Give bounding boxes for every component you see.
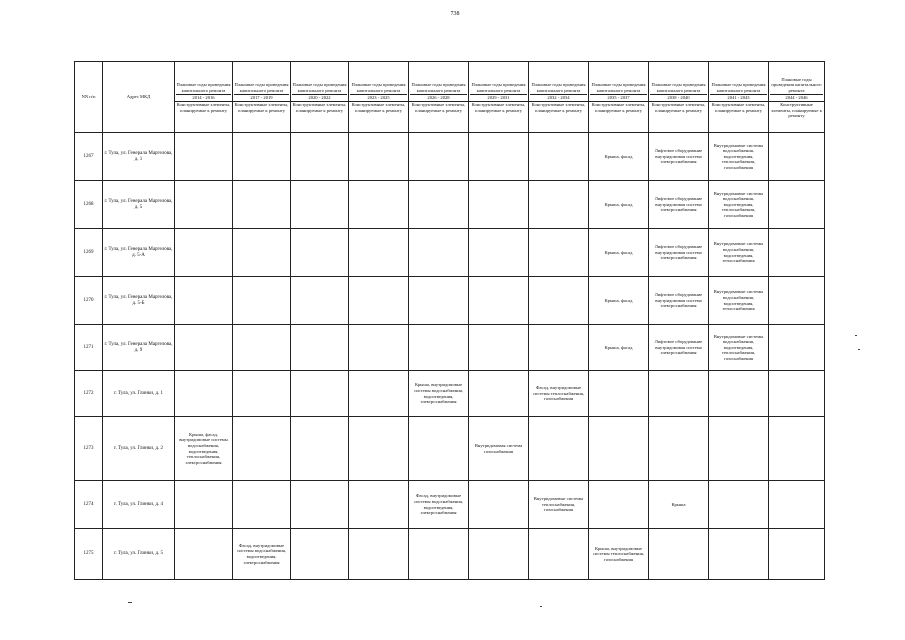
table-row — [75, 133, 825, 181]
header-period-10 — [769, 62, 825, 102]
row-address: г. Тула, ул. Генерала Маргелова, д. 5 — [103, 181, 175, 229]
header-elements-label: Конструктивные элементы, планируемые к ремонту — [709, 102, 769, 133]
repair-elements-cell: Внутридомовые системы водоснабжения, водоотведения, теплоснабжения, газоснабжения — [709, 181, 769, 229]
repair-elements-cell — [469, 133, 529, 181]
repair-elements-cell — [349, 371, 409, 417]
repair-elements-cell — [649, 417, 709, 481]
header-planned-label: Плановые годы проведения капитального ремонта — [411, 82, 466, 94]
repair-elements-cell: Фасад, внутридомовые системы водоснабжения, водоотведения, электроснабжения — [233, 529, 291, 580]
row-number: 1271 — [75, 325, 103, 371]
repair-elements-cell — [175, 277, 233, 325]
header-years: 2035 - 2037 — [590, 94, 647, 101]
page-number: 738 — [450, 11, 460, 17]
row-address: г. Тула, ул. Генерала Маргелова, д. 9 — [103, 325, 175, 371]
repair-elements-cell — [409, 181, 469, 229]
repair-elements-cell — [529, 417, 589, 481]
table-row — [75, 481, 825, 529]
header-period-8 — [649, 62, 709, 102]
table-row — [75, 371, 825, 417]
repair-elements-cell — [769, 371, 825, 417]
repair-elements-cell — [349, 529, 409, 580]
repair-elements-cell — [175, 133, 233, 181]
repair-elements-cell: Внутридомовая система газоснабжения — [469, 417, 529, 481]
repair-elements-cell: Крыша, фасад — [589, 325, 649, 371]
row-number: 1270 — [75, 277, 103, 325]
repair-elements-cell — [469, 229, 529, 277]
header-period-1 — [233, 62, 291, 102]
header-elements-label: Конструктивные элементы, планируемые к ремонту — [589, 102, 649, 133]
row-number: 1269 — [75, 229, 103, 277]
repair-elements-cell — [469, 481, 529, 529]
repair-elements-cell — [409, 277, 469, 325]
repair-elements-cell — [175, 325, 233, 371]
row-number: 1272 — [75, 371, 103, 417]
header-elements-label: Конструктивные элементы, планируемые к ремонту — [175, 102, 233, 133]
repair-elements-cell — [291, 133, 349, 181]
row-number: 1275 — [75, 529, 103, 580]
repair-elements-cell — [291, 371, 349, 417]
table-row — [75, 325, 825, 371]
repair-elements-cell — [175, 181, 233, 229]
header-planned-label: Плановые годы проведения капитального ремонта — [292, 82, 347, 94]
repair-elements-cell: Крыша, внутридомовые системы теплоснабжения, газоснабжения — [589, 529, 649, 580]
repair-elements-cell: Лифтовое оборудование внутридомовая система электроснабжения — [649, 133, 709, 181]
repair-elements-cell — [529, 181, 589, 229]
repair-elements-cell — [233, 277, 291, 325]
repair-elements-cell — [409, 229, 469, 277]
header-planned-label: Плановые годы проведения капитального ремонта — [471, 82, 526, 94]
repair-elements-cell — [769, 481, 825, 529]
repair-elements-cell — [529, 133, 589, 181]
header-elements-label: Конструктивные элементы, планируемые к ремонту — [291, 102, 349, 133]
header-elements-label: Конструктивные элементы, планируемые к ремонту — [769, 102, 825, 133]
repair-elements-cell — [769, 181, 825, 229]
repair-elements-cell — [769, 229, 825, 277]
capital-repair-schedule-table — [74, 61, 825, 580]
row-number: 1273 — [75, 417, 103, 481]
repair-elements-cell — [291, 417, 349, 481]
table-row — [75, 229, 825, 277]
header-period-9 — [709, 62, 769, 102]
row-address: г. Тула, ул. Генерала Маргелова, д. 5-А — [103, 229, 175, 277]
header-planned-label: Плановые годы проведения капитального ремонта — [176, 82, 231, 94]
repair-elements-cell — [233, 325, 291, 371]
scan-speck — [855, 335, 857, 336]
repair-elements-cell — [529, 529, 589, 580]
row-address: г. Тула, ул. Генерала Маргелова, д. 1 — [103, 133, 175, 181]
header-years: 2017 - 2019 — [234, 94, 289, 101]
repair-elements-cell — [291, 481, 349, 529]
repair-elements-cell — [709, 529, 769, 580]
repair-elements-cell — [349, 325, 409, 371]
repair-elements-cell: Крыша, фасад, внутридомовые системы водоснабжения, водоотведения, теплоснабжения, электроснабжения — [175, 417, 233, 481]
header-years: 2029 - 2031 — [470, 94, 527, 101]
repair-elements-cell — [469, 529, 529, 580]
repair-elements-cell: Внутридомовые системы водоснабжения, водоотведения, теплоснабжения, газоснабжения — [709, 133, 769, 181]
header-years: 2023 - 2025 — [350, 94, 407, 101]
header-planned-label: Плановые годы проведения капитального ремонта — [651, 82, 706, 94]
header-planned-label: Плановые годы проведения капитального ремонта — [531, 82, 586, 94]
row-number: 1274 — [75, 481, 103, 529]
repair-elements-cell: Лифтовое оборудование внутридомовая система электроснабжения — [649, 181, 709, 229]
repair-elements-cell — [291, 277, 349, 325]
repair-elements-cell: Внутридомовые системы водоснабжения, водоотведения, теплоснабжения — [709, 277, 769, 325]
table-row — [75, 417, 825, 481]
repair-elements-cell — [175, 229, 233, 277]
header-period-5 — [469, 62, 529, 102]
header-elements-label: Конструктивные элементы, планируемые к ремонту — [409, 102, 469, 133]
repair-elements-cell — [709, 417, 769, 481]
repair-elements-cell — [291, 325, 349, 371]
repair-elements-cell — [291, 229, 349, 277]
repair-elements-cell — [233, 181, 291, 229]
row-address: г. Тула, ул. Генерала Маргелова, д. 5-Б — [103, 277, 175, 325]
repair-elements-cell — [469, 277, 529, 325]
repair-elements-cell — [469, 325, 529, 371]
repair-elements-cell — [709, 481, 769, 529]
header-planned-label: Плановые годы проведения капитального ремонта — [351, 82, 406, 94]
repair-elements-cell — [469, 371, 529, 417]
repair-elements-cell — [291, 529, 349, 580]
header-address: Адрес МКД — [103, 62, 175, 133]
header-period-0 — [175, 62, 233, 102]
repair-elements-cell — [291, 181, 349, 229]
repair-elements-cell: Крыша, фасад — [589, 133, 649, 181]
repair-elements-cell — [769, 417, 825, 481]
header-planned-label: Плановые годы проведения капитального ремонта — [711, 82, 766, 94]
repair-elements-cell: Лифтовое оборудование внутридомовая система электроснабжения — [649, 325, 709, 371]
repair-elements-cell — [709, 371, 769, 417]
table-body — [75, 62, 825, 580]
repair-elements-cell — [349, 417, 409, 481]
repair-elements-cell — [589, 371, 649, 417]
repair-elements-cell — [175, 481, 233, 529]
repair-elements-cell: Фасад, внутридомовые системы теплоснабжения, газоснабжения — [529, 371, 589, 417]
repair-elements-cell: Крыша, фасад — [589, 277, 649, 325]
header-row-elements — [75, 102, 825, 133]
repair-elements-cell — [409, 133, 469, 181]
repair-elements-cell — [769, 277, 825, 325]
table-row — [75, 529, 825, 580]
repair-elements-cell: Внутридомовые системы водоснабжения, водоотведения, теплоснабжения, газоснабжения — [709, 325, 769, 371]
header-period-2 — [291, 62, 349, 102]
repair-elements-cell — [349, 229, 409, 277]
repair-elements-cell — [233, 481, 291, 529]
repair-elements-cell — [349, 181, 409, 229]
header-years: 2020 - 2022 — [292, 94, 347, 101]
repair-elements-cell: Лифтовое оборудование внутридомовая система электроснабжения — [649, 229, 709, 277]
repair-elements-cell — [529, 229, 589, 277]
repair-elements-cell — [409, 325, 469, 371]
header-row-periods — [75, 62, 825, 102]
row-address: г. Тула, ул. Глинки, д. 4 — [103, 481, 175, 529]
repair-elements-cell — [233, 229, 291, 277]
repair-elements-cell: Крыша, внутридомовые системы водоснабжения, водоотведения, электроснабжения — [409, 371, 469, 417]
header-elements-label: Конструктивные элементы, планируемые к ремонту — [469, 102, 529, 133]
scan-speck — [858, 349, 860, 350]
repair-elements-cell — [769, 529, 825, 580]
repair-elements-cell — [649, 529, 709, 580]
repair-elements-cell — [233, 417, 291, 481]
header-years: 2014 - 2016 — [176, 94, 231, 101]
repair-elements-cell: Внутридомовые системы теплоснабжения, газоснабжения — [529, 481, 589, 529]
header-years: 2044 - 2046 — [770, 94, 823, 101]
header-period-3 — [349, 62, 409, 102]
repair-elements-cell: Внутридомовые системы водоснабжения, водоотведения, теплоснабжения — [709, 229, 769, 277]
row-address: г. Тула, ул. Глинки, д. 1 — [103, 371, 175, 417]
header-period-4 — [409, 62, 469, 102]
header-planned-label: Плановые годы проведения капитального ремонта — [234, 82, 289, 94]
repair-elements-cell — [349, 133, 409, 181]
header-planned-label: Плановые годы проведения капитального ремонта — [771, 76, 822, 94]
repair-elements-cell: Крыша — [649, 481, 709, 529]
header-elements-label: Конструктивные элементы, планируемые к ремонту — [233, 102, 291, 133]
repair-elements-cell — [769, 325, 825, 371]
repair-elements-cell — [349, 277, 409, 325]
scan-speck — [128, 602, 132, 603]
repair-elements-cell — [349, 481, 409, 529]
header-elements-label: Конструктивные элементы, планируемые к ремонту — [529, 102, 589, 133]
row-number: 1267 — [75, 133, 103, 181]
repair-elements-cell — [649, 371, 709, 417]
repair-elements-cell: Лифтовое оборудование внутридомовая система электроснабжения — [649, 277, 709, 325]
scan-speck — [540, 606, 542, 607]
repair-elements-cell — [233, 371, 291, 417]
header-years: 2026 - 2028 — [410, 94, 467, 101]
repair-elements-cell — [175, 371, 233, 417]
row-address: г. Тула, ул. Глинки, д. 2 — [103, 417, 175, 481]
header-period-6 — [529, 62, 589, 102]
repair-elements-cell: Крыша, фасад — [589, 229, 649, 277]
repair-elements-cell — [529, 277, 589, 325]
table-row — [75, 277, 825, 325]
repair-elements-cell — [233, 133, 291, 181]
row-address: г. Тула, ул. Глинки, д. 5 — [103, 529, 175, 580]
repair-elements-cell — [769, 133, 825, 181]
header-period-7 — [589, 62, 649, 102]
table-row — [75, 181, 825, 229]
repair-elements-cell — [409, 529, 469, 580]
header-years: 2041 - 2043 — [710, 94, 767, 101]
header-planned-label: Плановые годы проведения капитального ремонта — [591, 82, 646, 94]
header-elements-label: Конструктивные элементы, планируемые к ремонту — [649, 102, 709, 133]
header-years: 2038 - 2040 — [650, 94, 707, 101]
repair-elements-cell — [529, 325, 589, 371]
repair-elements-cell: Крыша, фасад — [589, 181, 649, 229]
repair-elements-cell — [589, 481, 649, 529]
repair-elements-cell — [469, 181, 529, 229]
repair-elements-cell: Фасад, внутридомовые системы водоснабжения, водоотведения, электроснабжения — [409, 481, 469, 529]
row-number: 1268 — [75, 181, 103, 229]
header-years: 2032 - 2034 — [530, 94, 587, 101]
repair-elements-cell — [589, 417, 649, 481]
header-elements-label: Конструктивные элементы, планируемые к ремонту — [349, 102, 409, 133]
repair-elements-cell — [175, 529, 233, 580]
repair-elements-cell — [409, 417, 469, 481]
header-num: NN п/п — [75, 62, 103, 133]
